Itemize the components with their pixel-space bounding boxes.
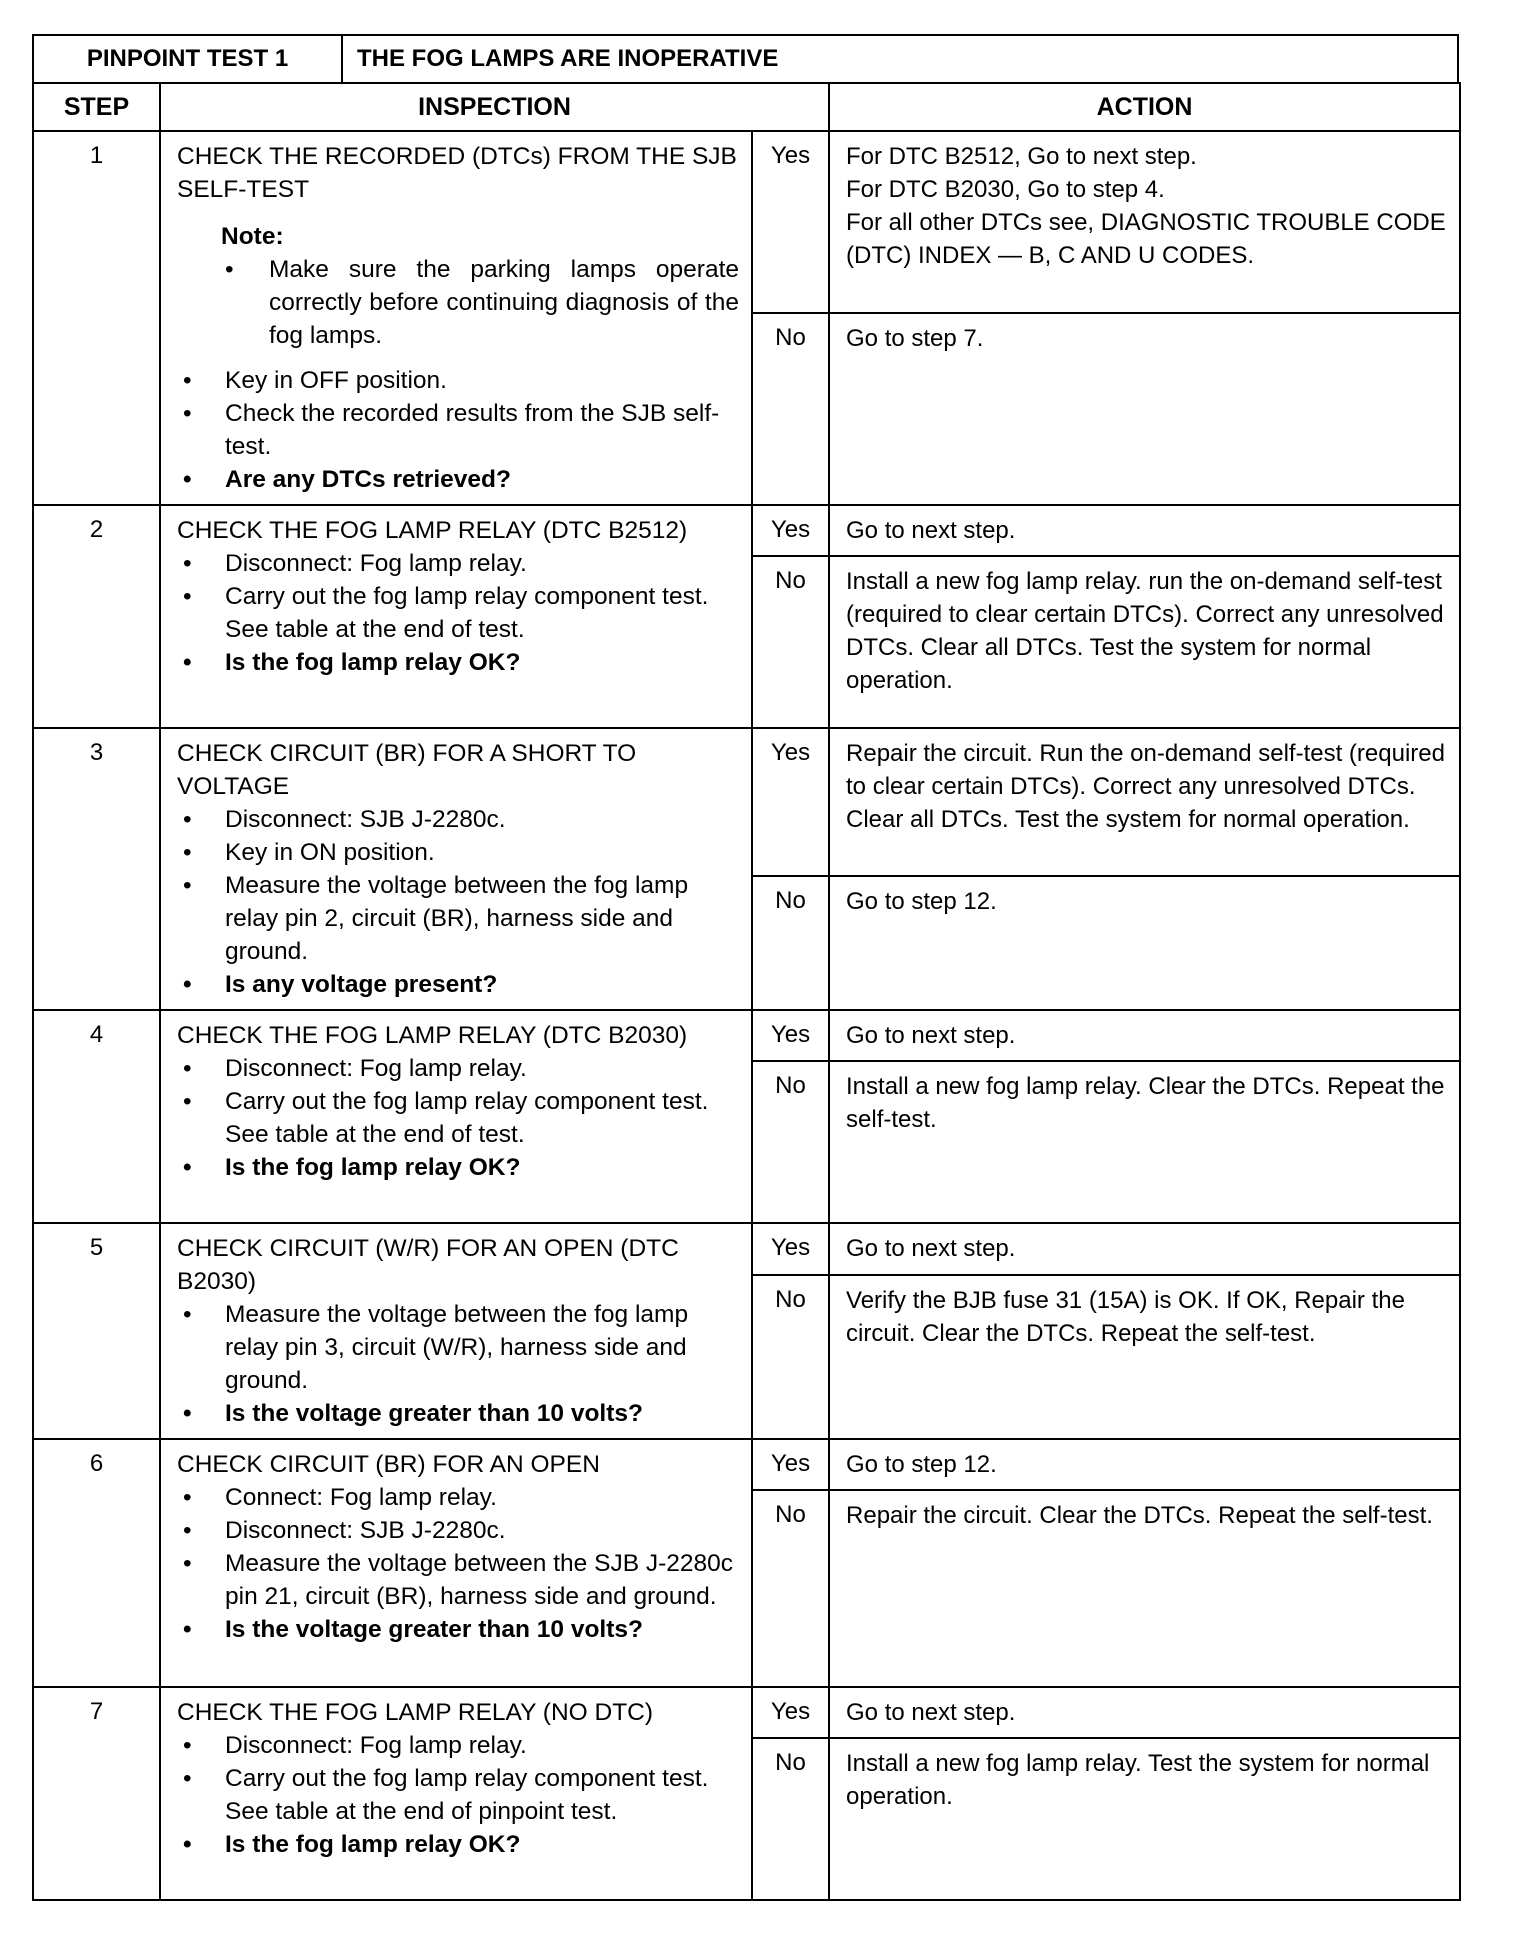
- yes-action: Go to next step.: [829, 1010, 1460, 1061]
- inspection-title: CHECK THE FOG LAMP RELAY (NO DTC): [177, 1699, 654, 1726]
- yes-label: Yes: [752, 505, 829, 556]
- column-header-action: ACTION: [829, 83, 1460, 131]
- inspection-title: CHECK THE RECORDED (DTCs) FROM THE SJB SELF-TEST: [177, 143, 737, 203]
- yes-action: Go to next step.: [829, 1223, 1460, 1275]
- inspection-title: CHECK CIRCUIT (BR) FOR AN OPEN: [177, 1451, 600, 1478]
- yes-action-line: For DTC B2030, Go to step 4.: [846, 176, 1165, 203]
- inspection-bullet: • Disconnect: Fog lamp relay.: [177, 1729, 739, 1762]
- inspection-question: • Is the voltage greater than 10 volts?: [177, 1397, 739, 1430]
- inspection-bullet: • Carry out the fog lamp relay component test. See table at the end of pinpoint test.: [177, 1762, 739, 1828]
- step-number: 2: [33, 505, 160, 728]
- inspection-bullet: • Disconnect: Fog lamp relay.: [177, 1052, 739, 1085]
- inspection-bullet: • Measure the voltage between the SJB J-2280c pin 21, circuit (BR), harness side and ground.: [177, 1547, 739, 1613]
- step-row: [33, 131, 1460, 313]
- no-label: No: [752, 313, 829, 505]
- pinpoint-test-document: [32, 34, 1459, 1901]
- inspection-question: • Is the fog lamp relay OK?: [177, 1151, 739, 1184]
- inspection-cell: [160, 728, 752, 1010]
- inspection-question: • Are any DTCs retrieved?: [177, 463, 739, 496]
- test-id: PINPOINT TEST 1: [33, 35, 342, 83]
- note-block: [221, 220, 739, 352]
- inspection-bullet: • Measure the voltage between the fog lamp relay pin 2, circuit (BR), harness side and ground.: [177, 869, 739, 968]
- inspection-bullet: • Connect: Fog lamp relay.: [177, 1481, 739, 1514]
- no-label: No: [752, 1738, 829, 1900]
- inspection-cell: [160, 1439, 752, 1687]
- inspection-bullet: • Disconnect: Fog lamp relay.: [177, 547, 739, 580]
- no-action: Repair the circuit. Clear the DTCs. Repeat the self-test.: [829, 1490, 1460, 1687]
- inspection-bullet: • Disconnect: SJB J-2280c.: [177, 1514, 739, 1547]
- no-action: Install a new fog lamp relay. Clear the DTCs. Repeat the self-test.: [829, 1061, 1460, 1223]
- step-number: 3: [33, 728, 160, 1010]
- note-text: • Make sure the parking lamps operate correctly before continuing diagnosis of the fog lamps.: [221, 253, 739, 352]
- no-action: Verify the BJB fuse 31 (15A) is OK. If OK, Repair the circuit. Clear the DTCs. Repeat the self-test.: [829, 1275, 1460, 1439]
- inspection-title: CHECK THE FOG LAMP RELAY (DTC B2512): [177, 517, 688, 544]
- no-action: Install a new fog lamp relay. Test the system for normal operation.: [829, 1738, 1460, 1900]
- step-number: 7: [33, 1687, 160, 1900]
- no-label: No: [752, 876, 829, 1010]
- inspection-question: • Is the fog lamp relay OK?: [177, 646, 739, 679]
- inspection-bullet: • Measure the voltage between the fog lamp relay pin 3, circuit (W/R), harness side and ground.: [177, 1298, 739, 1397]
- no-label: No: [752, 1275, 829, 1439]
- step-row: [33, 728, 1460, 876]
- inspection-bullet: • Carry out the fog lamp relay component test. See table at the end of test.: [177, 580, 739, 646]
- column-header-step: STEP: [33, 83, 160, 131]
- step-number: 4: [33, 1010, 160, 1223]
- yes-label: Yes: [752, 1687, 829, 1738]
- no-label: No: [752, 1490, 829, 1687]
- inspection-cell: [160, 505, 752, 728]
- no-action: Go to step 7.: [829, 313, 1460, 505]
- step-row: [33, 505, 1460, 556]
- inspection-bullet: • Key in ON position.: [177, 836, 739, 869]
- yes-label: Yes: [752, 131, 829, 313]
- no-action: Install a new fog lamp relay. run the on-demand self-test (required to clear certain DTCs). Correct any unresolved DTCs. Clear all DTCs. Test the system for normal operation.: [829, 556, 1460, 728]
- column-header-inspection: INSPECTION: [160, 83, 829, 131]
- yes-label: Yes: [752, 728, 829, 876]
- step-number: 6: [33, 1439, 160, 1687]
- note-title: Note:: [221, 223, 284, 250]
- step-row: [33, 1439, 1460, 1490]
- step-row: [33, 1223, 1460, 1275]
- inspection-cell: [160, 1223, 752, 1439]
- inspection-bullet: • Disconnect: SJB J-2280c.: [177, 803, 739, 836]
- yes-action-line: For DTC B2512, Go to next step.: [846, 143, 1197, 170]
- yes-action-line: For all other DTCs see, DIAGNOSTIC TROUBLE CODE (DTC) INDEX — B, C AND U CODES.: [846, 209, 1446, 269]
- inspection-bullet: • Check the recorded results from the SJB self-test.: [177, 397, 739, 463]
- step-number: 1: [33, 131, 160, 505]
- yes-action: Go to step 12.: [829, 1439, 1460, 1490]
- inspection-cell: [160, 1687, 752, 1900]
- diagnostic-table: [32, 82, 1461, 1901]
- yes-action: Go to next step.: [829, 1687, 1460, 1738]
- test-header: [32, 34, 1459, 84]
- no-label: No: [752, 556, 829, 728]
- inspection-cell: [160, 1010, 752, 1223]
- inspection-cell: [160, 131, 752, 505]
- inspection-question: • Is the fog lamp relay OK?: [177, 1828, 739, 1861]
- step-row: [33, 1687, 1460, 1738]
- test-title: THE FOG LAMPS ARE INOPERATIVE: [342, 35, 1458, 83]
- step-row: [33, 1010, 1460, 1061]
- inspection-title: CHECK CIRCUIT (BR) FOR A SHORT TO VOLTAGE: [177, 740, 637, 800]
- column-header-row: [33, 83, 1460, 131]
- yes-label: Yes: [752, 1223, 829, 1275]
- no-label: No: [752, 1061, 829, 1223]
- inspection-bullet: • Key in OFF position.: [177, 364, 739, 397]
- yes-action: Go to next step.: [829, 505, 1460, 556]
- inspection-bullet: • Carry out the fog lamp relay component test. See table at the end of test.: [177, 1085, 739, 1151]
- yes-label: Yes: [752, 1439, 829, 1490]
- step-number: 5: [33, 1223, 160, 1439]
- yes-label: Yes: [752, 1010, 829, 1061]
- no-action: Go to step 12.: [829, 876, 1460, 1010]
- yes-action: Repair the circuit. Run the on-demand self-test (required to clear certain DTCs). Correct any unresolved DTCs. Clear all DTCs. Test the system for normal operation.: [829, 728, 1460, 876]
- inspection-title: CHECK CIRCUIT (W/R) FOR AN OPEN (DTC B2030): [177, 1235, 679, 1295]
- inspection-title: CHECK THE FOG LAMP RELAY (DTC B2030): [177, 1022, 688, 1049]
- yes-action: [829, 131, 1460, 313]
- inspection-question: • Is any voltage present?: [177, 968, 739, 1001]
- inspection-question: • Is the voltage greater than 10 volts?: [177, 1613, 739, 1646]
